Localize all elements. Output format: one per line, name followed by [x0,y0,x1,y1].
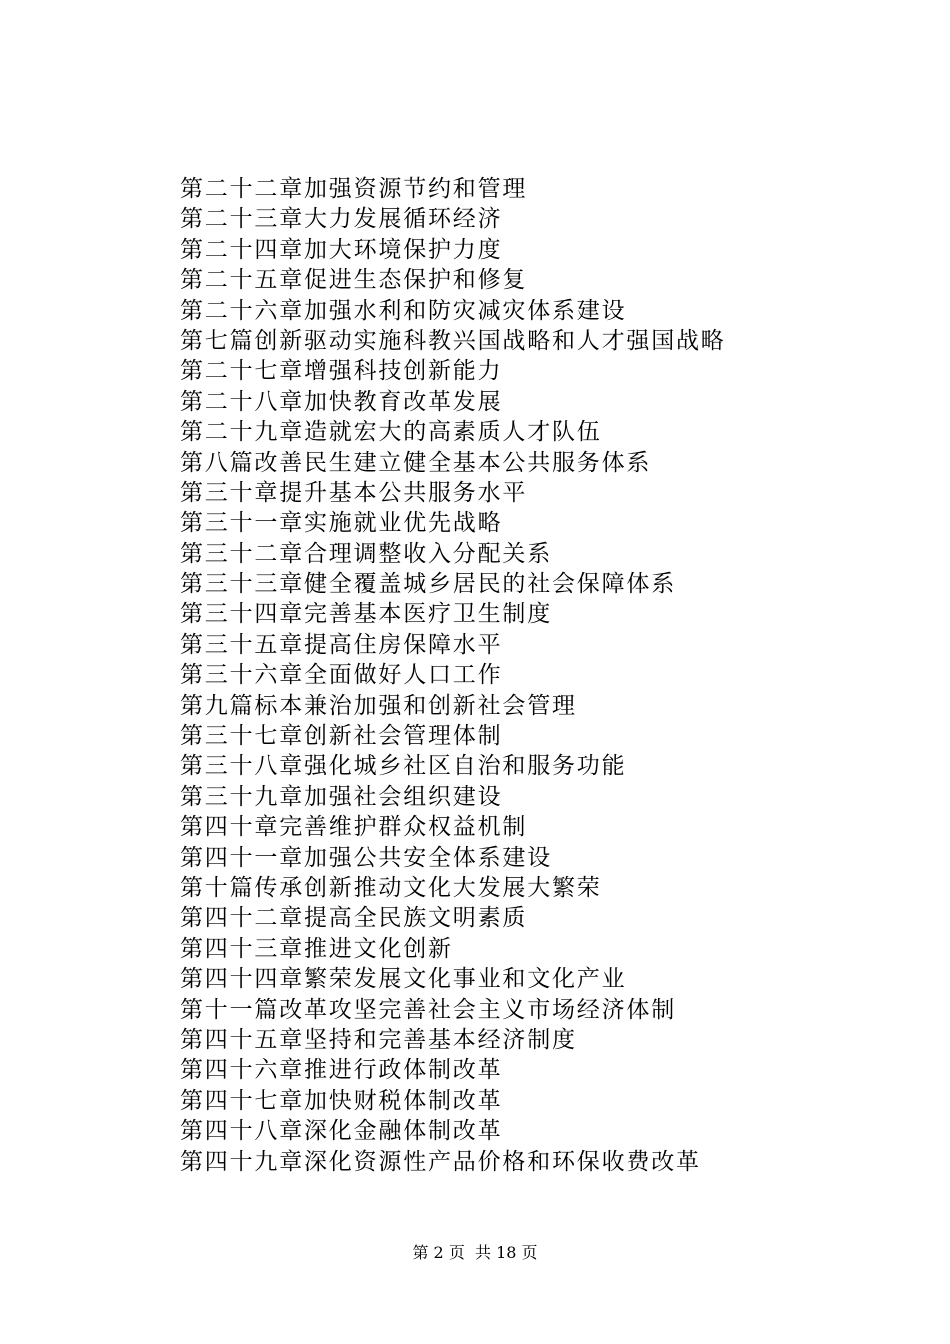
toc-line: 第二十九章造就宏大的高素质人才队伍 [180,419,602,446]
toc-line: 第十一篇改革攻坚完善社会主义市场经济体制 [180,996,676,1023]
toc-line: 第三十五章提高住房保障水平 [180,631,503,658]
toc-line: 第四十六章推进行政体制改革 [180,1057,503,1084]
toc-line: 第二十二章加强资源节约和管理 [180,176,528,202]
toc-line: 第三十章提升基本公共服务水平 [180,479,528,506]
toc-line: 第四十三章推进文化创新 [180,935,453,962]
page-number-footer: 第 2 页 共 18 页 [412,1243,538,1262]
toc-line: 第十篇传承创新推动文化大发展大繁荣 [180,874,602,901]
toc-line: 第三十八章强化城乡社区自治和服务功能 [180,753,627,780]
toc-line: 第四十一章加强公共安全体系建设 [180,844,552,871]
toc-line: 第四十四章繁荣发展文化事业和文化产业 [180,966,627,993]
toc-line: 第四十章完善维护群众权益机制 [180,814,528,841]
toc-line: 第四十八章深化金融体制改革 [180,1118,503,1145]
toc-line: 第四十七章加快财税体制改革 [180,1087,503,1114]
toc-line: 第三十四章完善基本医疗卫生制度 [180,601,552,628]
toc-line: 第二十八章加快教育改革发展 [180,388,503,415]
toc-line: 第三十一章实施就业优先战略 [180,510,503,537]
toc-line: 第四十五章坚持和完善基本经济制度 [180,1026,577,1053]
toc-line: 第二十三章大力发展循环经济 [180,206,503,233]
toc-line: 第三十三章健全覆盖城乡居民的社会保障体系 [180,571,676,598]
toc-line: 第九篇标本兼治加强和创新社会管理 [180,692,577,719]
toc-line: 第八篇改善民生建立健全基本公共服务体系 [180,449,652,476]
toc-line: 第三十九章加强社会组织建设 [180,783,503,810]
toc-line: 第三十二章合理调整收入分配关系 [180,540,552,567]
toc-line: 第七篇创新驱动实施科教兴国战略和人才强国战略 [180,327,726,354]
toc-line: 第二十六章加强水利和防灾减灾体系建设 [180,297,627,324]
toc-line: 第二十五章促进生态保护和修复 [180,267,528,294]
toc-line: 第四十九章深化资源性产品价格和环保收费改革 [180,1148,701,1175]
toc-line: 第三十六章全面做好人口工作 [180,662,503,689]
toc-line: 第二十七章增强科技创新能力 [180,358,503,385]
table-of-contents [180,174,900,1177]
toc-line: 第三十七章创新社会管理体制 [180,723,503,750]
toc-line: 第二十四章加大环境保护力度 [180,236,503,263]
toc-line: 第四十二章提高全民族文明素质 [180,905,528,932]
